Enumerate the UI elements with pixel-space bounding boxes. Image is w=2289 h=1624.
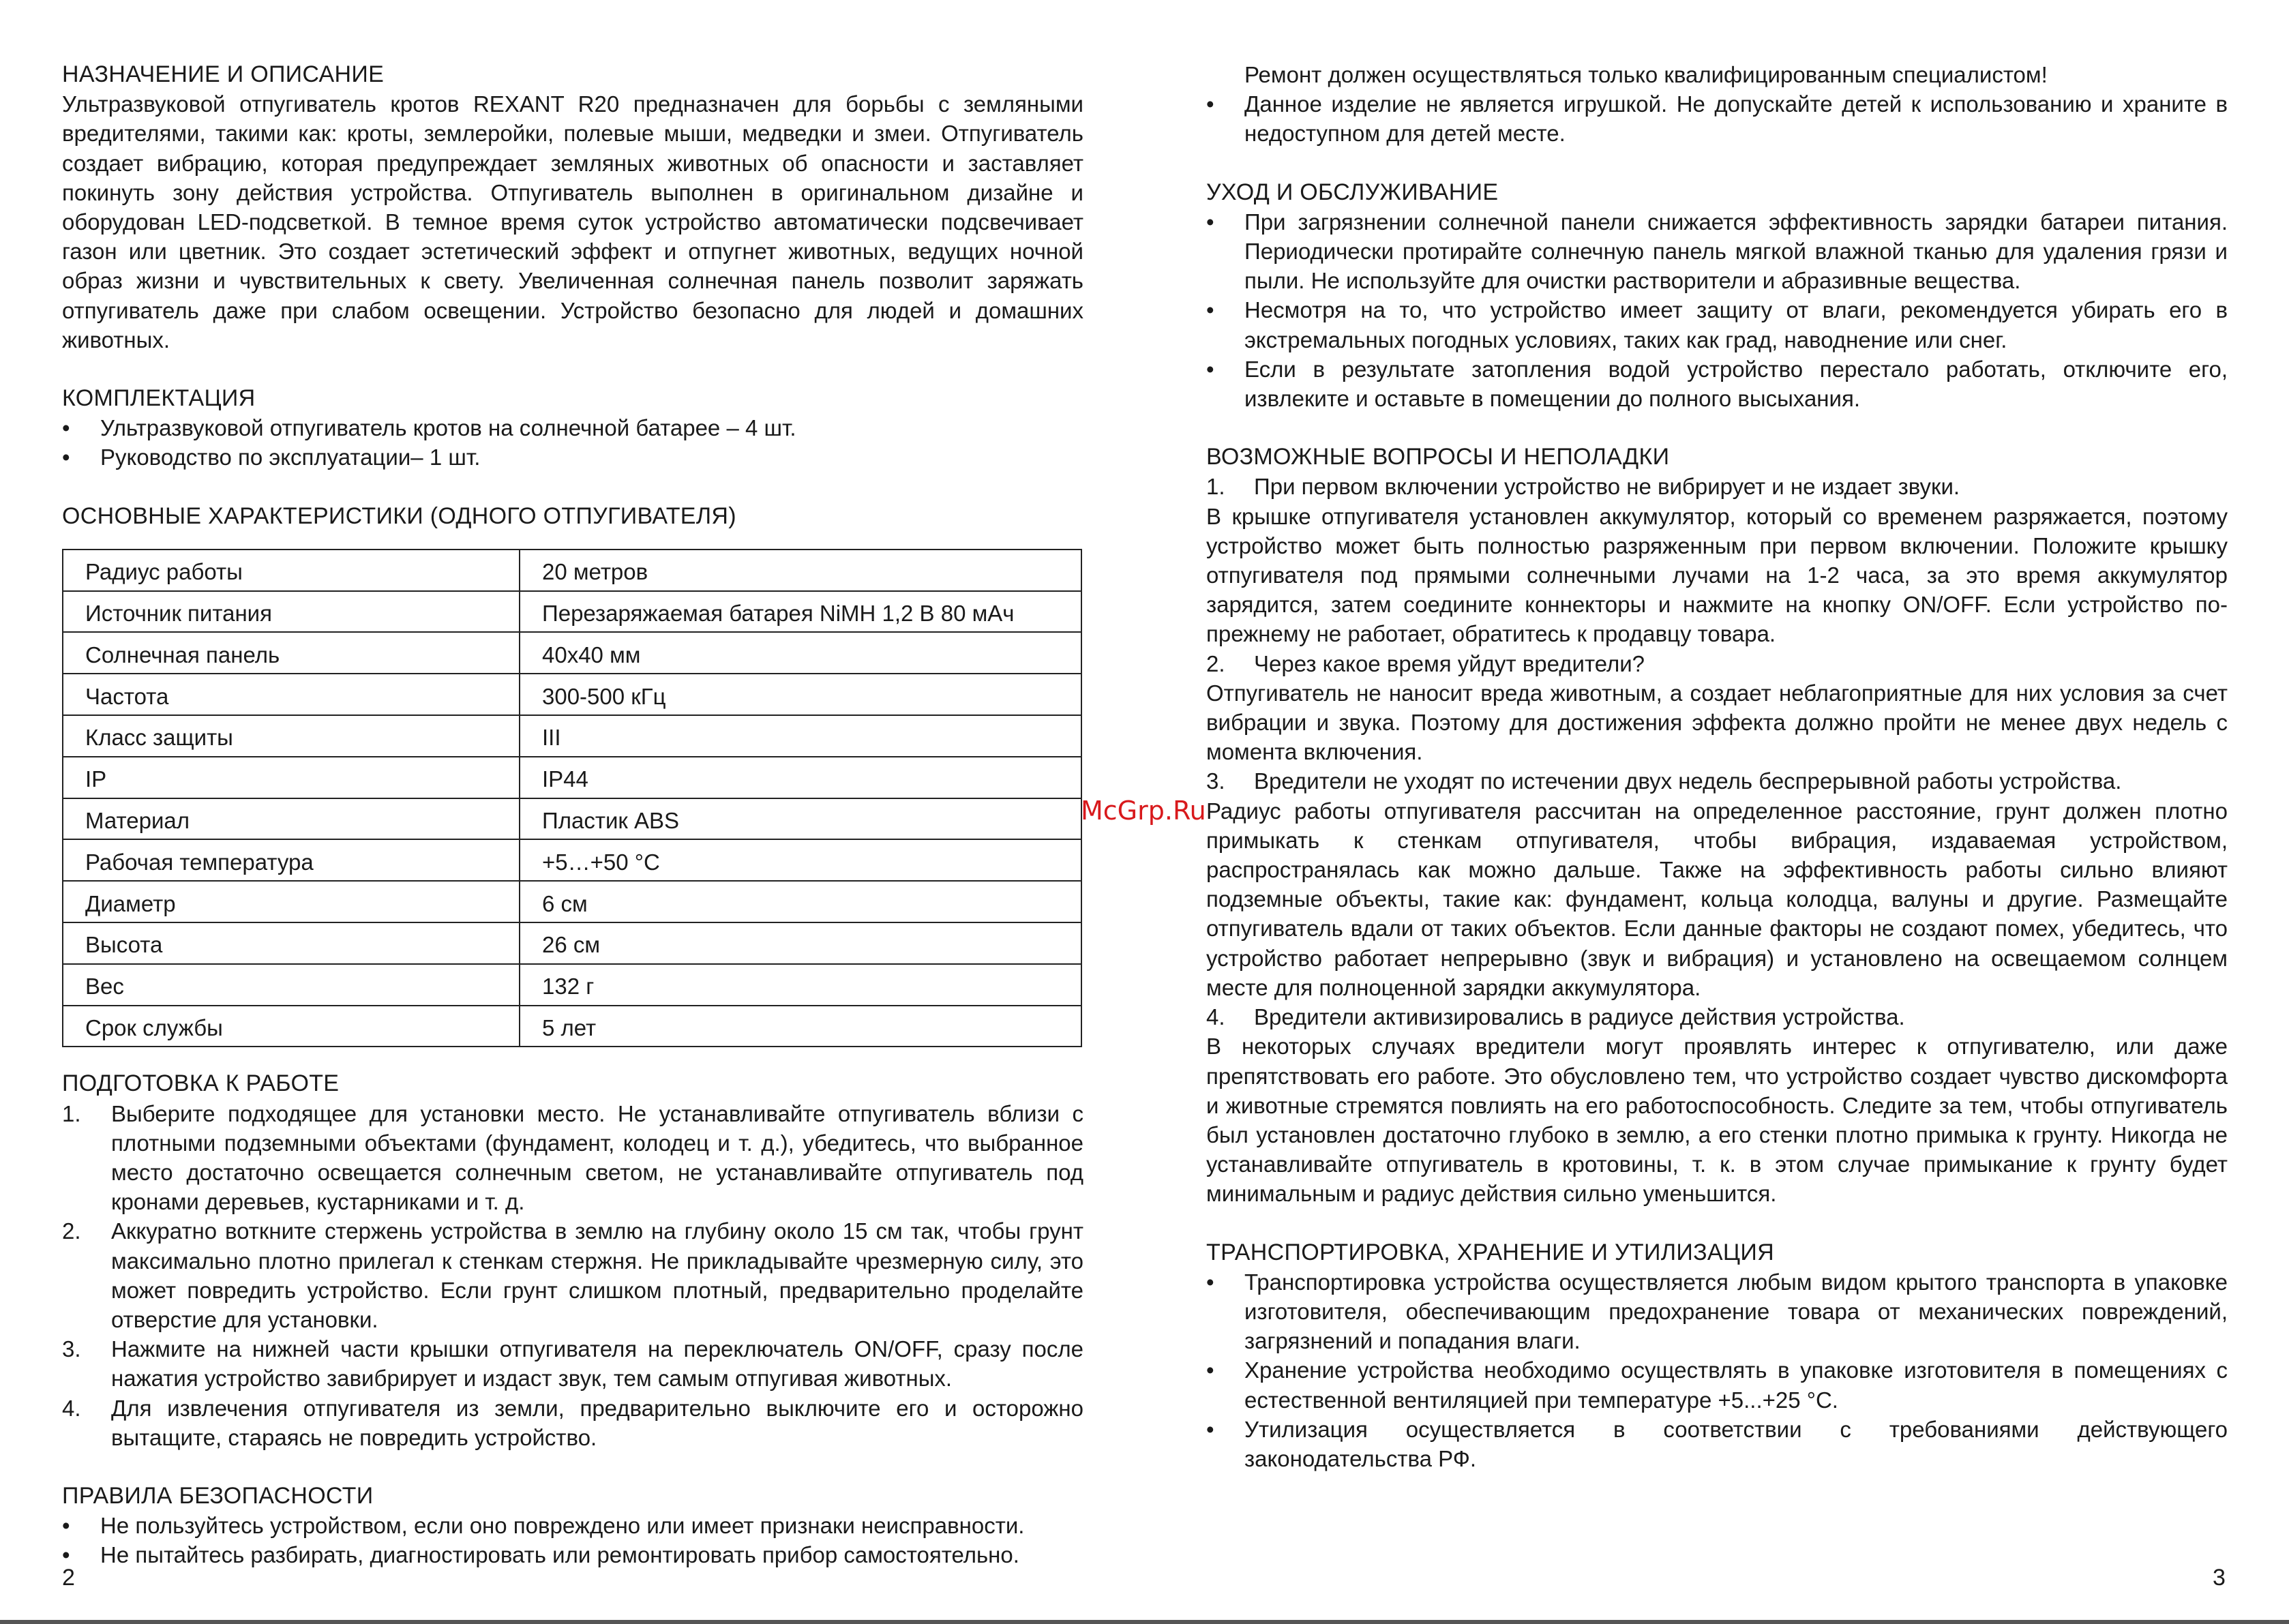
page-number-right: 3 [2213, 1565, 2226, 1591]
specs-heading: ОСНОВНЫЕ ХАРАКТЕРИСТИКИ (ОДНОГО ОТПУГИВАТЕЛЯ) [62, 502, 736, 529]
spec-label: Частота [63, 674, 520, 715]
spec-label: Высота [63, 922, 520, 964]
spec-label: Солнечная панель [63, 632, 520, 674]
faq-question [1206, 472, 2228, 501]
spec-label: Срок службы [63, 1006, 520, 1047]
list-item [62, 1099, 1083, 1217]
spec-value: 26 см [520, 922, 1081, 964]
faq-answer: В крышке отпугивателя установлен аккумулятор, который со временем разряжается, поэтому устройство может быть полностью разряженным при первом включении. Положите крышку отпугивателя под прямыми солнечными лучами на 1-2 часа, за это время аккумулятор зарядится, затем соедините коннекторы и нажмите на кнопку ON/OFF. Если устройство по-прежнему не работает, обратитесь к продавцу товара. [1206, 503, 2228, 647]
left-page [62, 60, 1083, 1599]
item-number: 2. [1206, 650, 1225, 676]
bottom-divider [0, 1620, 2289, 1624]
spec-value: III [520, 715, 1081, 757]
faq-section [1206, 442, 2228, 1208]
spec-label: Материал [63, 798, 520, 840]
list-item [62, 1334, 1083, 1393]
faq-item [1206, 766, 2228, 1002]
table-row [63, 1006, 1081, 1047]
item-number: 1. [62, 1100, 81, 1126]
table-row [63, 964, 1081, 1006]
faq-item [1206, 472, 2228, 648]
item-number: 3. [1206, 768, 1225, 794]
spec-value: IP44 [520, 757, 1081, 798]
faq-answer: Радиус работы отпугивателя рассчитан на определенное расстояние, грунт должен плотно примыкать к стенкам отпугивателя, чтобы вибрация, издаваемая устройством, распространялась как можно дальше. Также на эффективность работы сильно влияют подземные объекты, такие как: фундамент, кольца колодца, валуны и другие. Размещайте отпугиватель вдали от таких объектов. Если данные факторы не создают помех, убедитесь, что устройство работает непрерывно (звук и вибрация) и установлено на освещаемом солнцем месте для полноценной зарядки аккумулятора. [1206, 798, 2228, 1000]
transport-section [1206, 1238, 2228, 1474]
kit-heading: КОМПЛЕКТАЦИЯ [62, 385, 256, 412]
item-number: 3. [62, 1336, 81, 1362]
safety-heading: ПРАВИЛА БЕЗОПАСНОСТИ [62, 1483, 374, 1509]
list-item: • Ультразвуковой отпугиватель кротов на солнечной батарее – 4 шт. [62, 413, 1083, 442]
care-heading: УХОД И ОБСЛУЖИВАНИЕ [1206, 179, 1499, 205]
item-number: 4. [1206, 1004, 1225, 1030]
item-text: Аккуратно воткните стержень устройства в землю на глубину около 15 см так, чтобы грунт максимально плотно прилегал к стенкам стержня. Не прикладывайте чрезмерную силу, это может повредить устройство. Если грунт слишком плотный, предварительно проделайте отверстие для установки. [111, 1218, 1083, 1333]
table-row [63, 632, 1081, 674]
spec-value: 40x40 мм [520, 632, 1081, 674]
spec-value: 6 см [520, 881, 1081, 922]
table-row [63, 674, 1081, 715]
faq-item [1206, 1002, 2228, 1208]
faq-question [1206, 1002, 2228, 1032]
table-row [63, 550, 1081, 591]
item-number: 1. [1206, 474, 1225, 500]
item-number: 4. [62, 1395, 81, 1421]
kit-section [62, 384, 1083, 472]
prep-heading: ПОДГОТОВКА К РАБОТЕ [62, 1070, 340, 1097]
list-item: • Хранение устройства необходимо осуществлять в упаковке изготовителя в помещениях с естественной вентиляцией при температуре +5...+25 °C. [1206, 1355, 2228, 1414]
watermark: McGrp.Ru [1081, 796, 1206, 826]
page-number-left: 2 [62, 1565, 75, 1591]
spec-label: Радиус работы [63, 550, 520, 591]
table-row [63, 798, 1081, 840]
spec-label: Диаметр [63, 881, 520, 922]
specs-section [62, 502, 1083, 1048]
table-row [63, 591, 1081, 633]
item-text: Нажмите на нижней части крышки отпугивателя на переключатель ON/OFF, сразу после нажатия устройство завибрирует и издаст звук, тем самым отпугивая животных. [111, 1336, 1083, 1392]
table-row [63, 757, 1081, 798]
transport-list [1206, 1267, 2228, 1473]
list-item: • Транспортировка устройства осуществляется любым видом крытого транспорта в упаковке изготовителя, обеспечивающим предохранение товара от механических повреждений, загрязнений и попадания влаги. [1206, 1267, 2228, 1356]
faq-question [1206, 649, 2228, 678]
faq-question [1206, 766, 2228, 796]
care-section [1206, 178, 2228, 414]
item-text: Выберите подходящее для установки место. Не устанавливайте отпугиватель вблизи с плотными подземными объектами (фундамент, колодец и т. д.), убедитесь, что выбранное место достаточно освещается солнечным светом, не устанавливайте отпугиватель под кронами деревьев, кустарниками и т. д. [111, 1100, 1083, 1215]
spec-value: Пластик ABS [520, 798, 1081, 840]
spec-value: 20 метров [520, 550, 1081, 591]
specs-table [62, 549, 1082, 1048]
list-item [62, 1216, 1083, 1334]
spec-label: Рабочая температура [63, 839, 520, 881]
safety-list-continued [1206, 89, 2228, 148]
purpose-section [62, 60, 1083, 355]
spec-label: Вес [63, 964, 520, 1006]
item-number: 2. [62, 1218, 81, 1244]
transport-heading: ТРАНСПОРТИРОВКА, ХРАНЕНИЕ И УТИЛИЗАЦИЯ [1206, 1239, 1774, 1265]
spec-value: +5…+50 °C [520, 839, 1081, 881]
list-item: • Руководство по эксплуатации– 1 шт. [62, 442, 1083, 472]
list-item: • Данное изделие не является игрушкой. Не допускайте детей к использованию и храните в недоступном для детей месте. [1206, 89, 2228, 148]
right-page [1206, 60, 2228, 1503]
question-text: При первом включении устройство не вибрирует и не издает звуки. [1254, 474, 1960, 500]
question-text: Через какое время уйдут вредители? [1254, 650, 1645, 676]
care-list [1206, 207, 2228, 413]
prep-list [62, 1099, 1083, 1452]
safety-list [62, 1511, 1083, 1569]
list-item: • Несмотря на то, что устройство имеет защиту от влаги, рекомендуется убирать его в экстремальных погодных условиях, таких как град, наводнение или снег. [1206, 295, 2228, 354]
safety-section [62, 1482, 1083, 1570]
spec-value: Перезаряжаемая батарея NiMH 1,2 В 80 мАч [520, 591, 1081, 633]
question-text: Вредители не уходят по истечении двух недель беспрерывной работы устройства. [1254, 768, 2122, 794]
purpose-heading: НАЗНАЧЕНИЕ И ОПИСАНИЕ [62, 61, 385, 87]
spec-label: IP [63, 757, 520, 798]
faq-item [1206, 649, 2228, 767]
faq-heading: ВОЗМОЖНЫЕ ВОПРОСЫ И НЕПОЛАДКИ [1206, 444, 1670, 470]
list-item: • Не пытайтесь разбирать, диагностировать или ремонтировать прибор самостоятельно. [62, 1540, 1083, 1569]
list-item: • Утилизация осуществляется в соответствии с требованиями действующего законодательства РФ. [1206, 1415, 2228, 1473]
faq-answer: Отпугиватель не наносит вреда животным, а создает неблагоприятные для них условия за счет вибрации и звука. Поэтому для достижения эффекта должно пройти не менее двух недель с момента включения. [1206, 680, 2228, 765]
table-row [63, 922, 1081, 964]
spec-value: 300-500 кГц [520, 674, 1081, 715]
table-row [63, 881, 1081, 922]
spec-label: Источник питания [63, 591, 520, 633]
spec-label: Класс защиты [63, 715, 520, 757]
list-item: • Не пользуйтесь устройством, если оно повреждено или имеет признаки неисправности. [62, 1511, 1083, 1540]
spec-value: 5 лет [520, 1006, 1081, 1047]
safety-continued-text: Ремонт должен осуществляться только квалифицированным специалистом! [1244, 62, 2048, 87]
spec-value: 132 г [520, 964, 1081, 1006]
list-item: • При загрязнении солнечной панели снижается эффективность зарядки батареи питания. Периодически протирайте солнечную панель мягкой влажной тканью для удаления грязи и пыли. Не используйте для очистки растворители и абразивные вещества. [1206, 207, 2228, 296]
safety-continued [1206, 60, 2228, 149]
question-text: Вредители активизировались в радиусе действия устройства. [1254, 1004, 1905, 1030]
kit-list [62, 413, 1083, 472]
list-item: • Если в результате затопления водой устройство перестало работать, отключите его, извлеките и оставьте в помещении до полного высыхания. [1206, 355, 2228, 413]
table-row [63, 839, 1081, 881]
prep-section [62, 1069, 1083, 1452]
faq-answer: В некоторых случаях вредители могут проявлять интерес к отпугивателю, или даже препятствовать его работе. Это обусловлено тем, что устройство создает чувство дискомфорта и животные стремятся повлиять на его работоспособность. Следите за тем, чтобы отпугиватель был установлен достаточно глубоко в землю, а его стенки плотно примыка к грунту. Никогда не устанавливайте отпугиватель в кротовины, т. к. в этом случае примыкание к грунту будет минимальным и радиус действия сильно уменьшится. [1206, 1034, 2228, 1207]
purpose-text: Ультразвуковой отпугиватель кротов REXANT R20 предназначен для борьбы с земляными вредителями, такими как: кроты, землеройки, полевые мыши, медведки и змеи. Отпугиватель создает вибрацию, которая предупреждает земляных животных об опасности и заставляет покинуть зону действия устройства. Отпугиватель выполнен в оригинальном дизайне и оборудован LED-подсветкой. В темное время суток устройство автоматически подсвечивает газон или цветник. Это создает эстетический эффект и отпугнет животных, ведущих ночной образ жизни и чувствительных к свету. Увеличенная солнечная панель позволит заряжать отпугиватель даже при слабом освещении. Устройство безопасно для людей и домашних животных. [62, 91, 1083, 352]
item-text: Для извлечения отпугивателя из земли, предварительно выключите его и осторожно вытащите, стараясь не повредить устройство. [111, 1395, 1083, 1450]
list-item [62, 1394, 1083, 1452]
table-row [63, 715, 1081, 757]
